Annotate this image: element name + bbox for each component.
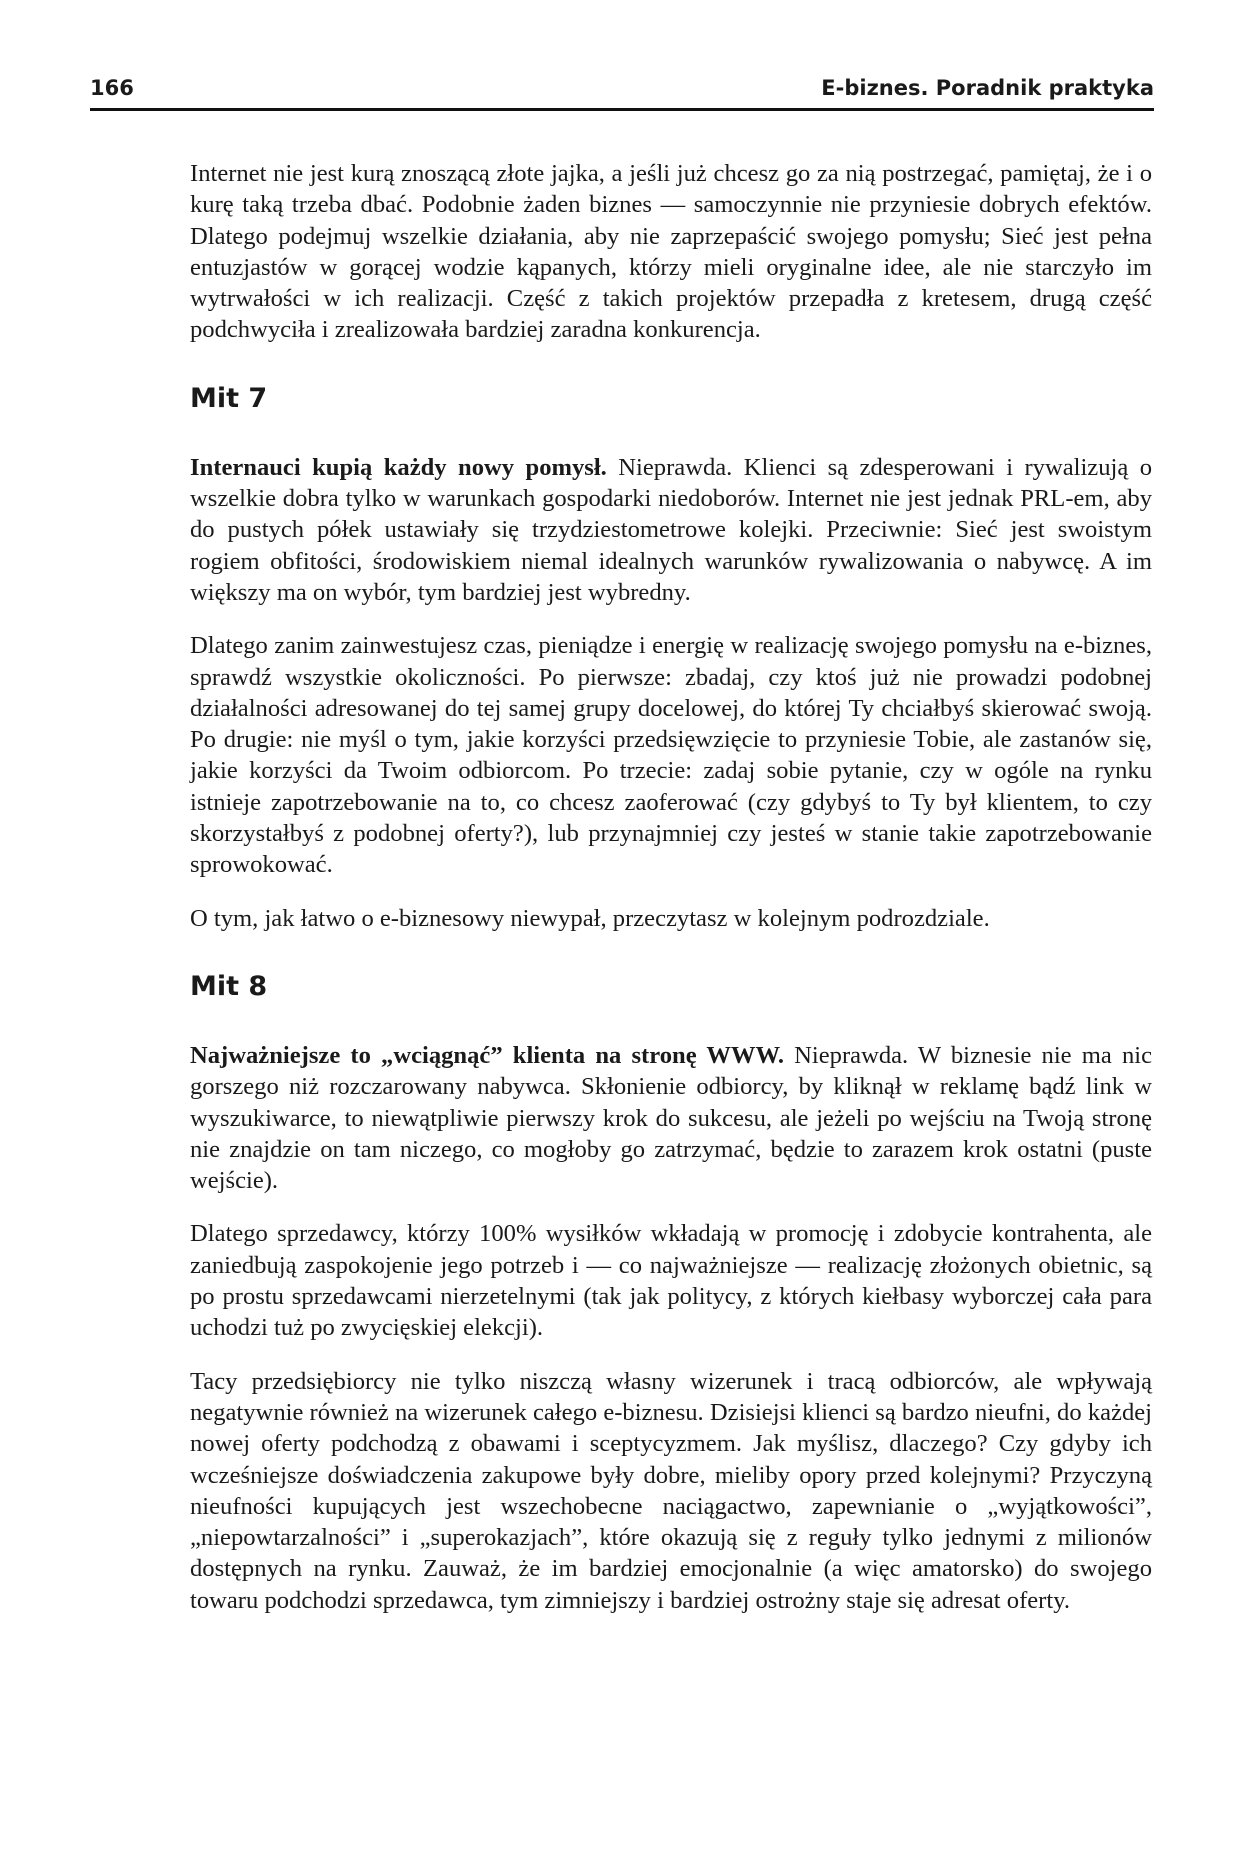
section-heading-mit-8: Mit 8	[190, 970, 268, 1002]
page-body	[190, 158, 1152, 1638]
intro-paragraph: Internet nie jest kurą znoszącą złote jajka, a jeśli już chcesz go za nią postrzegać, pamiętaj, że i o kurę taką trzeba dbać. Podobnie żaden biznes — samoczynnie nie przyniesie dobrych efektów. Dlatego podejmuj wszelkie działania, aby nie zaprzepaścić swojego pomysłu; Sieć jest pełna entuzjastów w gorącej wodzie kąpanych, którzy mieli oryginalne idee, ale nie starczyło im wytrwałości w ich realizacji. Część z takich projektów przepadła z kretesem, drugą część podchwyciła i zrealizowała bardziej zaradna konkurencja.	[190, 160, 1152, 344]
mit-7-paragraph-1	[190, 452, 1152, 608]
section-heading-mit-7: Mit 7	[190, 382, 268, 414]
running-title: E-biznes. Poradnik praktyka	[821, 76, 1154, 100]
mit-8-paragraph-3: Tacy przedsiębiorcy nie tylko niszczą własny wizerunek i tracą odbiorców, ale wpływają negatywnie również na wizerunek całego e-biznesu. Dzisiejsi klienci są bardzo nieufni, do każdej nowej oferty podchodzą z obawami i sceptycyzmem. Jak myślisz, dlaczego? Czy gdyby ich wcześniejsze doświadczenia zakupowe były dobre, mieliby opory przed kolejnymi? Przyczyną nieufności kupujących jest wszechobecne naciągactwo, zapewnianie o „wyjątkowości”, „niepowtarzalności” i „superokazjach”, które okazują się z reguły tylko jednymi z milionów dostępnych na rynku. Zauważ, że im bardziej emocjonalnie (a więc amatorsko) do swojego towaru podchodzi sprzedawca, tym zimniejszy i bardziej ostrożny staje się adresat oferty.	[190, 1367, 1152, 1614]
mit-8-paragraph-2: Dlatego sprzedawcy, którzy 100% wysiłków wkładają w promocję i zdobycie kontrahenta, ale zaniedbują zaspokojenie jego potrzeb i — co najważniejsze — realizację złożonych obietnic, są po prostu sprzedawcami nierzetelnymi (tak jak politycy, z których kiełbasy wyborczej cała para uchodzi tuż po zwycięskiej elekcji).	[190, 1220, 1152, 1342]
mit-8-paragraph-1-text: Nieprawda. W biznesie nie ma nic gorszego niż rozczarowany nabywca. Skłonienie odbiorcy, by kliknął w reklamę bądź link w wyszukiwarce, to niewątpliwie pierwszy krok do sukcesu, ale jeżeli po wejściu na Twoją stronę nie znajdzie on tam niczego, co mogłoby go zatrzymać, będzie to zarazem krok ostatni (puste wejście).	[190, 1041, 1152, 1195]
mit-8-paragraph-1	[190, 1040, 1152, 1196]
mit-8-lead-statement: Najważniejsze to „wciągnąć” klienta na stronę WWW.	[190, 1041, 784, 1069]
page-number: 166	[90, 76, 134, 100]
mit-7-lead-statement: Internauci kupią każdy nowy pomysł.	[190, 453, 607, 481]
mit-7-paragraph-1-text: Nieprawda. Klienci są zdesperowani i rywalizują o wszelkie dobra tylko w warunkach gospodarki niedoborów. Internet nie jest jednak PRL-em, aby do pustych półek ustawiały się trzydziestometrowe kolejki. Przeciwnie: Sieć jest swoistym rogiem obfitości, środowiskiem niemal idealnych warunków rywalizowania o nabywcę. A im większy ma on wybór, tym bardziej jest wybredny.	[190, 453, 1153, 606]
mit-7-paragraph-2: Dlatego zanim zainwestujesz czas, pieniądze i energię w realizację swojego pomysłu na e-biznes, sprawdź wszystkie okoliczności. Po pierwsze: zbadaj, czy ktoś już nie prowadzi podobnej działalności adresowanej do tej samej grupy docelowej, do której Ty chciałbyś skierować swoją. Po drugie: nie myśl o tym, jakie korzyści przedsięwzięcie to przyniesie Tobie, ale zastanów się, jakie korzyści da Twoim odbiorcom. Po trzecie: zadaj sobie pytanie, czy w ogóle na rynku istnieje zapotrzebowanie na to, co chcesz zaoferować (czy gdybyś to Ty był klientem, to czy skorzystałbyś z podobnej oferty?), lub przynajmniej czy jesteś w stanie takie zapotrzebowanie sprowokować.	[190, 632, 1152, 879]
page-header	[90, 72, 1154, 111]
mit-7-paragraph-3: O tym, jak łatwo o e-biznesowy niewypał, przeczytasz w kolejnym podrozdziale.	[190, 904, 990, 932]
